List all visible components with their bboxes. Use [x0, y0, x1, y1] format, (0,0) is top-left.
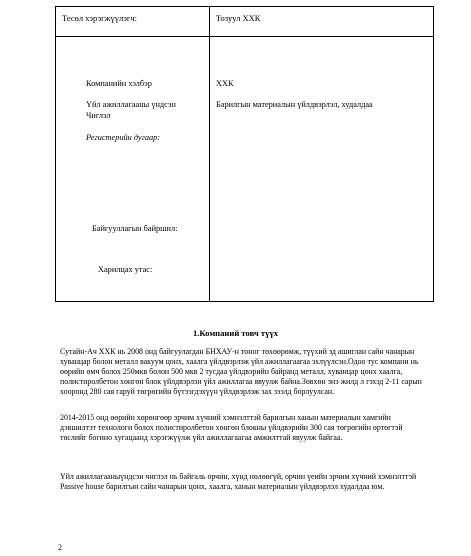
registration-number-label: Регистерийн дугаар: — [86, 133, 161, 142]
company-info-table — [55, 6, 434, 302]
main-activity-label-line2: Чиглэл — [86, 111, 111, 120]
paragraph-1 — [60, 347, 426, 397]
header-left-cell — [56, 7, 210, 37]
page-number: 2 — [58, 543, 62, 552]
company-name-value: Тозуул ХХК — [216, 13, 261, 23]
main-activity-value: Барилгын материалын үйлдвэрлэл, худалдаа — [216, 100, 373, 109]
values-cell — [210, 37, 434, 302]
main-activity-label-line1: Үйл ажиллагааны үндсэн — [86, 100, 176, 109]
company-form-value: ХХК — [216, 79, 234, 88]
table-body-row — [56, 37, 434, 302]
paragraph-3-text: Үйл ажиллагааныүндсэн чиглэл нь байгаль орчин, хүнд нөлөөгүй, орчин үеийн эрчим хүчний хэмнэлттэй Passive house барилгын сайн чанарын цонх, хаалга, ханын материалын үйлдвэрлэл худалдаа юм. — [60, 472, 417, 491]
paragraph-2 — [60, 413, 426, 443]
paragraph-1-text: Сутайн-Ач ХХК нь 2008 онд байгуулагдан БНХАУ-н тоног төхөөрөмж, түүхий эд ашиглан сайн чанарын хуванцар болон металл вакуум цонх, хаалга үйлдвэрлэж үйл ажиллагаагаа эхлүүлсэн.Одоо тус компани нь өөрийн өмч болох 250мкв болон 500 мкв 2 тусдаа үйлдвэрийн байранд металл, хуванцар цонх хаалга, полистиролбетон хөнгөн блок үйлдвэрлэн үйл ажиллагаа явуулж байна.Зөвхөн энэ жилд л гэхэд 2-11 сарын хооронд 280 сая гаруй төгрөгийн бүтээгдэхүүн үйлдвэрлэж зах зээлд борлуулсан. — [60, 347, 422, 396]
company-form-label: Компанийн хэлбэр — [86, 79, 152, 88]
header-right-cell — [210, 7, 434, 37]
paragraph-3 — [60, 472, 426, 492]
table-header-row — [56, 7, 434, 37]
paragraph-2-text: 2014-2015 онд өөрийн хөрөнгөөр эрчим хүчний хэмнэлттэй барилгын ханын материалын хамгийн дэвшилтэт технологи болох полистиролбетон хөнгөн блокны үйлдвэрийн 300 сая төгрөгийн өртөгтэй төслийг богино хугацаанд хэрэгжүүлж үйл ажиллагаагаа амжилттай явуулж байгаа. — [60, 413, 403, 442]
section-title: 1.Компаний товч түүх — [192, 328, 279, 338]
labels-cell — [56, 37, 210, 302]
project-implementer-label: Тесөл хэрэгжүүлэгч: — [62, 13, 138, 23]
phone-label: Харилцах утас: — [98, 265, 153, 274]
location-label: Байгууллагын байршил: — [92, 224, 178, 233]
